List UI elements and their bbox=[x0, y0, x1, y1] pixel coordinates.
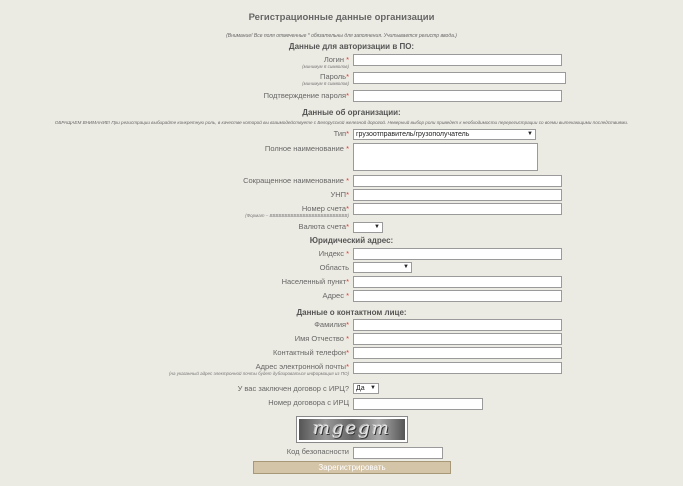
contract-number-label: Номер договора с ИРЦ bbox=[268, 398, 349, 407]
password-hint: (минимум 6 символов) bbox=[302, 81, 349, 86]
register-button[interactable]: Зарегистрировать bbox=[253, 461, 451, 474]
confirm-password-input[interactable] bbox=[353, 90, 562, 102]
org-heading: Данные об организации: bbox=[302, 108, 401, 117]
contract-question-label: У вас заключен договор с ИРЦ? bbox=[237, 384, 349, 393]
surname-input[interactable] bbox=[353, 319, 562, 331]
fullname-label: Полное наименование * bbox=[264, 144, 349, 153]
contact-heading: Данные о контактном лице: bbox=[296, 308, 407, 317]
type-select[interactable] bbox=[353, 129, 536, 140]
region-select[interactable] bbox=[353, 262, 412, 273]
login-label: Логин * bbox=[323, 55, 349, 64]
captcha-image bbox=[296, 416, 408, 443]
email-input[interactable] bbox=[353, 362, 562, 374]
contract-number-input[interactable] bbox=[353, 398, 483, 410]
chevron-down-icon: ▼ bbox=[403, 264, 409, 270]
currency-label: Валюта счета* bbox=[298, 222, 349, 231]
role-warning: ОБРАЩАЕМ ВНИМАНИЕ! При регистрации выбирайте конкретную роль, в качестве которой вы взаимодействуете с Белорусской железной дорогой. Неверный выбор роли приведет к необходимости перерегистрации со всеми вытекающими последствиями. bbox=[54, 120, 629, 125]
captcha-text: mgegm bbox=[313, 418, 391, 439]
account-input[interactable] bbox=[353, 203, 562, 215]
unp-label: УНП* bbox=[330, 190, 349, 199]
confirm-password-label: Подтверждение пароля* bbox=[263, 91, 349, 100]
email-hint: (на указанный адрес электронной почты будет дублироваться информация из ПО) bbox=[169, 371, 349, 376]
legal-address-heading: Юридический адрес: bbox=[309, 236, 394, 245]
surname-label: Фамилия* bbox=[314, 320, 349, 329]
security-code-label: Код безопасности bbox=[286, 447, 349, 456]
city-input[interactable] bbox=[353, 276, 562, 288]
password-label: Пароль* bbox=[320, 72, 349, 81]
chevron-down-icon: ▼ bbox=[370, 385, 376, 391]
contract-select-value: Да bbox=[356, 385, 365, 392]
index-input[interactable] bbox=[353, 248, 562, 260]
fullname-textarea[interactable] bbox=[353, 143, 538, 171]
chevron-down-icon: ▼ bbox=[527, 131, 533, 137]
account-hint: (Формат – BBBBBBBBBBBBBBBBBBBBBBBBBB) bbox=[245, 213, 349, 218]
email-label: Адрес электронной почты* bbox=[255, 362, 349, 371]
login-input[interactable] bbox=[353, 54, 562, 66]
type-select-value: грузоотправитель/грузополучатель bbox=[356, 131, 470, 138]
auth-heading: Данные для авторизации в ПО: bbox=[288, 42, 415, 51]
phone-input[interactable] bbox=[353, 347, 562, 359]
unp-input[interactable] bbox=[353, 189, 562, 201]
chevron-down-icon: ▼ bbox=[374, 224, 380, 230]
shortname-label: Сокращенное наименование * bbox=[243, 176, 349, 185]
index-label: Индекс * bbox=[318, 249, 349, 258]
security-code-input[interactable] bbox=[353, 447, 443, 459]
name-label: Имя Отчество * bbox=[294, 334, 349, 343]
phone-label: Контактный телефон* bbox=[272, 348, 349, 357]
password-input[interactable] bbox=[353, 72, 566, 84]
login-hint: (минимум 6 символов) bbox=[302, 64, 349, 69]
contract-select[interactable] bbox=[353, 383, 379, 394]
address-label: Адрес * bbox=[322, 291, 349, 300]
name-input[interactable] bbox=[353, 333, 562, 345]
region-label: Область bbox=[319, 263, 349, 272]
shortname-input[interactable] bbox=[353, 175, 562, 187]
type-label: Тип* bbox=[333, 129, 349, 138]
address-input[interactable] bbox=[353, 290, 562, 302]
required-notice: (Внимание! Все поля отмеченные * обязательны для заполнения. Учитывается регистр ввода.) bbox=[226, 33, 457, 39]
page-title: Регистрационные данные организации bbox=[248, 12, 435, 23]
account-label: Номер счета* bbox=[301, 204, 349, 213]
currency-select[interactable] bbox=[353, 222, 383, 233]
city-label: Населенный пункт* bbox=[281, 277, 349, 286]
